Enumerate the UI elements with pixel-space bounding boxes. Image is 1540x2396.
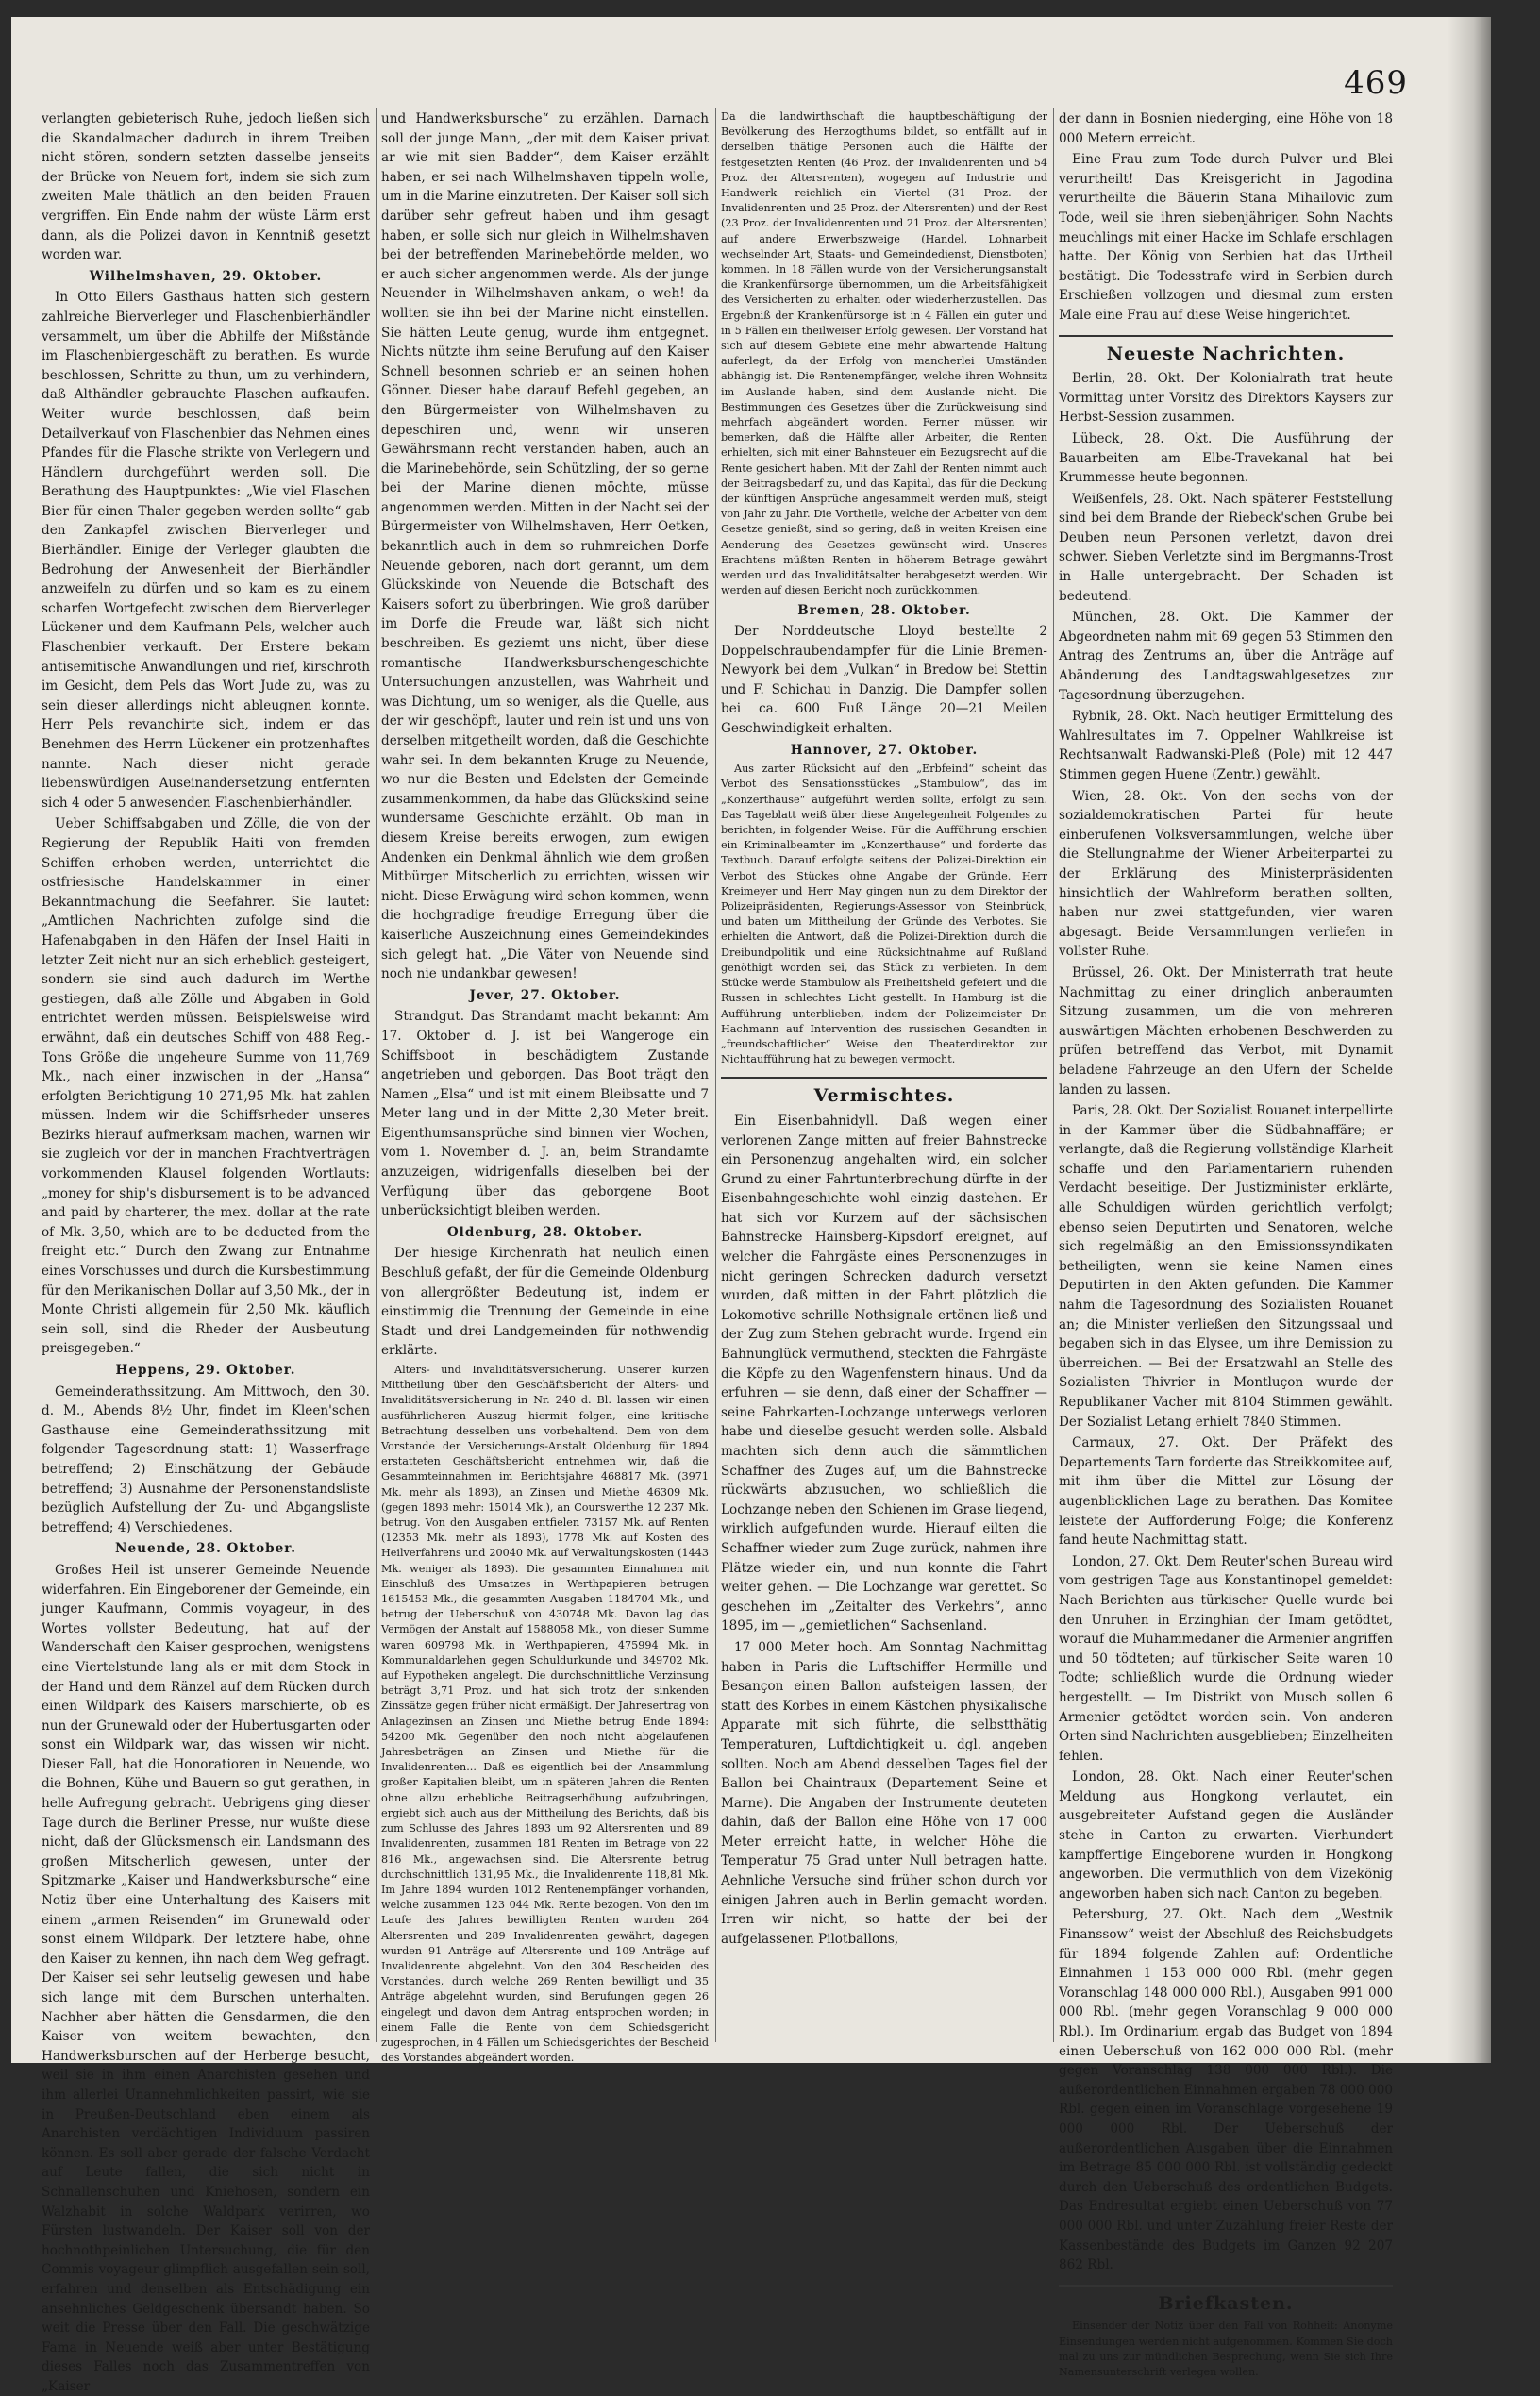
article-text-small: Aus zarter Rücksicht auf den „Erbfeind“ scheint das Verbot des Sensationsstückes „Stambulow“, das im „Konzerthause“ aufgeführt werden sollte, erfolgt zu sein. Das Tageblatt weiß über diese Angelegenheit Folgendes zu berichten, in folgender Weise. Für die Aufführung erschien ein Kriminalbeamter im „Konzerthause“ und forderte das Textbuch. Darauf erfolgte seitens der Polizei-Direktion ein Verbot des Stückes ohne Angabe der Gründe. Herr Kreimeyer und Herr May gingen nun zu dem Direktor der Polizeipräsidenten, Regierungs-Assessor von Steinbrück, und baten um Mittheilung der Gründe des Verbotes. Sie erhielten die Antwort, daß die Polizei-Direktion durch die Dreibundpolitik und eine Rücksichtnahme auf Rußland genöthigt worden sei, das Stück zu verbieten. In dem Stücke werde Stambulow als Freiheitsheld gefeiert und die Russen in schlechtes Licht gestellt. In Hamburg ist die Aufführung unterblieben, indem der Polizeimeister Dr. Hachmann auf Intervention des russischen Gesandten in „freundschaftlicher“ Weise den Theaterdirektor zur Nichtaufführung hat zu bewegen vermocht. [721, 762, 1047, 1066]
dateline: Neuende, 28. Oktober. [115, 1541, 296, 1557]
page-edge-shadow [1448, 17, 1491, 2063]
page-number: 469 [1344, 64, 1408, 102]
news-item: München, 28. Okt. Die Kammer der Abgeordneten nahm mit 69 gegen 53 Stimmen den Antrag des Zentrums an, über die Anträge auf Abänderung des Landtagswahlgesetzes zur Tagesordnung überzugehen. [1059, 610, 1393, 703]
article-text: 17 000 Meter hoch. Am Sonntag Nachmittag haben in Paris die Luftschiffer Hermille und Besançon einen Ballon aufsteigen lassen, der statt des Korbes in einem Kästchen physikalische Apparate mit sich führte, die selbstthätig Temperaturen, Luftdichtigkeit u. dgl. angeben sollten. Noch am Abend desselben Tages fiel der Ballon bei Chaintraux (Departement Seine et Marne). Die Angaben der Instrumente deuteten dahin, daß der Ballon eine Höhe von 17 000 Meter erreicht hatte, in welcher Höhe die Temperatur 75 Grad unter Null betragen hatte. Aehnliche Versuche sind früher schon durch vor einigen Jahren auch in Berlin gemacht worden. Irren wir nicht, so hatte der bei der aufgelassenen Pilotballons, [721, 1639, 1047, 1947]
news-item: Berlin, 28. Okt. Der Kolonialrath trat heute Vormittag unter Vorsitz des Direktors Kaysers zur Herbst-Session zusammen. [1059, 371, 1393, 426]
article-text: verlangten gebieterisch Ruhe, jedoch ließen sich die Skandalmacher dadurch in ihrem Treiben nicht stören, sondern setzten dasselbe jenseits der Brücke von Neuem fort, indem sie sich zum zweiten Male thätlich an den beiden Frauen vergriffen. Ein Ende nahm der wüste Lärm erst dann, als die Polizei davon in Kenntniß gesetzt worden war. [42, 111, 370, 263]
column-rule [715, 108, 716, 2042]
dateline: Oldenburg, 28. Oktober. [446, 1224, 644, 1240]
article-text: und Handwerksbursche“ zu erzählen. Darnach soll der junge Mann, „der mit dem Kaiser privat ar wie mit sien Badder“, dem Kaiser erzählt haben, er sei nach Wilhelmshaven tippeln wolle, um in die Marine einzutreten. Der Kaiser soll sich darüber sehr gefreut haben und ihm gesagt haben, er solle sich nur gleich in Wilhelmshaven bei der betreffenden Marinebehörde melden, wo er auch sicher angenommen werde. Als der junge Neuender in Wilhelmshaven ankam, o weh! da wollten sie ihn bei der Marine nicht einstellen. Sie hätten Leute genug, wurde ihm entgegnet. Nichts nützte ihm seine Berufung auf den Kaiser Schnell besonnen schrieb er an seinen hohen Gönner. Dieser habe darauf Befehl gegeben, an den Bürgermeister von Wilhelmshaven zu depeschiren und, wenn wir unseren Gewährsmann recht verstanden haben, auch an die Marinebehörde, sein Schützling, der so gerne bei der Marine dienen möchte, müsse angenommen werden. Mitten in der Nacht sei der Bürgermeister von Wilhelmshaven, Herr Oetken, bekanntlich auch in dem so ruhmreichen Dorfe Neuende geboren, nach dort gerannt, um dem Glückskinde von Neuende die Botschaft des Kaisers sofort zu überbringen. Wie groß darüber im Dorfe die Freude war, läßt sich nicht beschreiben. Es geziemt uns nicht, über diese romantische Handwerksburschengeschichte Untersuchungen anzustellen, was Wahrheit und was Dichtung, um so weniger, als die Quelle, aus der wir geschöpft, lauter und rein ist und uns von derselben mitgetheilt worden, daß die Geschichte wahr sei. In dem bekannten Kruge zu Neuende, wo nur die Besten und Edelsten der Gemeinde zusammenkommen, da habe das Glückskind seine wundersame Geschichte erzählt. Ob man in diesem Kreise bereits erwogen, zum ewigen Andenken ein Denkmal ähnlich wie dem großen Mitbürger Mitscherlich zu errichten, wissen wir nicht. Diese Erwägung wird schon kommen, wenn die hochgradige freudige Erregung über die kaiserliche Auszeichnung eines Gemeindekindes sich gelegt hat. „Die Väter von Neuende sind noch nie undankbar gewesen! [381, 111, 709, 982]
article-text: Der Norddeutsche Lloyd bestellte 2 Doppelschraubendampfer für die Linie Bremen-Newyork bei dem „Vulkan“ in Bredow bei Stettin und F. Schichau in Danzig. Die Dampfer sollen bei ca. 600 Fuß Länge 20—21 Meilen Geschwindigkeit erhalten. [721, 624, 1047, 737]
column-2 [381, 109, 709, 2065]
article-text: Der hiesige Kirchenrath hat neulich einen Beschluß gefaßt, der für die Gemeinde Oldenburg von allergrößter Bedeutung ist, indem er einstimmig die Trennung der Gemeinde in eine Stadt- und drei Landgemeinden für nothwendig erklärte. [381, 1246, 709, 1359]
article-text: Gemeinderathssitzung. Am Mittwoch, den 30. d. M., Abends 8½ Uhr, findet im Kleen'schen Gasthause eine Gemeinderathssitzung mit folgender Tagesordnung statt: 1) Wasserfrage betreffend; 2) Einschätzung der Gebäude betreffend; 3) Ausnahme der Personenstandsliste bezüglich Aufstellung der Zu- und Abgangsliste betreffend; 4) Verschiedenes. [42, 1383, 370, 1535]
article-text: Ueber Schiffsabgaben und Zölle, die von der Regierung der Republik Haiti von fremden Schiffen erhoben werden, unterrichtet die ostfriesische Handelskammer in einer Bekanntmachung die Seefahrer. Sie lautet: „Amtlichen Nachrichten zufolge sind die Hafenabgaben in den Häfen der Insel Haiti in letzter Zeit nicht nur an sich erheblich gesteigert, sondern sie sind auch dadurch im Werthe gestiegen, daß alle Zölle und Abgaben in Gold entrichtet werden müssen. Beispielsweise wird erwähnt, daß ein deutsches Schiff von 488 Reg.-Tons Größe die ungeheure Summe von 11,769 Mk., nach einer inzwischen in der „Hansa“ erfolgten Berichtigung 10 271,95 Mk. hat zahlen müssen. Indem wir die Schiffsrheder unseres Bezirks hierauf aufmerksam machen, warnen wir sie zugleich vor der in manchen Frachtverträgen vorkommenden Klausel folgenden Wortlauts: „money for ship's disbursement is to be advanced and paid by charterer, the mex. dollar at the rate of Mk. 3,50, which are to be deducted from the freight etc.“ Durch den Zwang zur Entnahme eines Vorschusses und durch die Kursbestimmung für den Merikanischen Dollar auf 3,50 Mk., der in Monte Christi allgemein für 2,50 Mk. käuflich sein soll, sind die Rheder der Ausbeutung preisgegeben.“ [42, 816, 370, 1357]
article-text: Strandgut. Das Strandamt macht bekannt: Am 17. Oktober d. J. ist bei Wangeroge ein Schiffsboot in beschädigtem Zustande angetrieben und geborgen. Das Boot trägt den Namen „Elsa“ und ist mit einem Bleibsatte und 7 Meter lang und in der Mitte 2,30 Meter breit. Eigenthumsansprüche sind binnen vier Wochen, vom 1. November d. J. an, beim Strandamte anzuzeigen, widrigenfalls dieselben bei der Verfügung über das geborgene Boot unberücksichtigt bleiben werden. [381, 1009, 709, 1219]
section-heading: Neueste Nachrichten. [1059, 335, 1393, 364]
article-text: der dann in Bosnien niederging, eine Höhe von 18 000 Metern erreicht. [1059, 111, 1393, 146]
column-4 [1059, 109, 1393, 2378]
news-item: London, 28. Okt. Nach einer Reuter'schen Meldung aus Hongkong verlautet, ein ausgebreiteter Aufstand gegen die Ausländer stehe in Canton zu erwarten. Vierhundert kampffertige Eingeborene wurden in Hongkong angeworben. Die vermuthlich von dem Vizekönig angeworben haben sich nach Canton zu begeben. [1059, 1769, 1393, 1902]
news-item: Paris, 28. Okt. Der Sozialist Rouanet interpellirte in der Kammer über die Südbahnaffäre; er verlangte, daß die Regierung vollständige Klarheit schaffe und den Parlamentariern ruhenden Verdacht beseitige. Der Justizminister erklärte, alle Schuldigen würden gerichtlich verfolgt; ebenso seien Deputirten und Senatoren, welche sich regelmäßig an den Emissionssyndikaten betheiligten, wenn sie keine Namen eines Deputirten in den Akten gefunden. Die Kammer nahm die Tagesordnung des Sozialisten Rouanet an; die Minister verließen den Sitzungssaal und begaben sich in das Elysee, um ihre Demission zu überreichen. — Bei der Ersatzwahl an Stelle des Sozialisten Thivrier in Montluçon wurde der Republikaner Vacher mit 8104 Stimmen gewählt. Der Sozialist Letang erhielt 7840 Stimmen. [1059, 1103, 1393, 1430]
article-text: Großes Heil ist unserer Gemeinde Neuende widerfahren. Ein Eingeborener der Gemeinde, ein junger Kaufmann, Commis voyageur, in des Wortes vollster Bedeutung, hat auf der Wanderschaft den Kaiser gesprochen, wenigstens eine Viertelstunde lang als er mit dem Stock in der Hand und dem Ränzel auf dem Rücken durch einen Wildpark des Kaisers marschierte, ob es nun der Grunewald oder der Hubertusgarten oder sonst ein Wildpark war, das wissen wir nicht. Dieser Fall, hat die Honoratioren in Neuende, wo die Bohnen, Kühe und Bauern so gut gerathen, in helle Aufregung gebracht. Uebrigens ging dieser Tage durch die Berliner Presse, nur wußte diese nicht, daß der Glücksmensch ein Landsmann des großen Mitscherlich gewesen, unter der Spitzmarke „Kaiser und Handwerksbursche“ eine Notiz über eine Unterhaltung des Kaisers mit einem „armen Reisenden“ im Grunewald oder sonst einem Wildpark. Der letztere habe, ohne den Kaiser zu kennen, ihn nach dem Weg gefragt. Der Kaiser sei sehr leutselig gewesen und habe sich lange mit dem Burschen unterhalten. Nachher aber hätten die Gensdarmen, die den Kaiser von weitem bewachten, den Handwerksburschen auf der Herberge besucht, weil sie in ihm einen Anarchisten gesehen und ihm allerlei Unannehmlichkeiten passirt, wie sie in Preußen-Deutschland eben einem als Anarchisten verdächtigen Individuum passiren können. Es soll aber gerade der falsche Verdacht auf Leute fallen, die sich nicht in Schnallenschuhen und Kniehosen, sondern ein Walzhabit in solche Waldpark verirren, wo Fürsten lustwandeln. Der Kaiser soll von der hochnothpeinlichen Untersuchung, die für den Commis voyageur glimpflich ausgefallen sein soll, erfahren und denselben als Entschädigung ein ansehnliches Geldgeschenk übersandt haben. So weit die Presse über den Fall. Die geschwätzige Fama in Neuende weiß aber unter Bestätigung dieses Falles noch das Zusammentreffen von „Kaiser [42, 1562, 370, 2394]
dateline: Hannover, 27. Oktober. [790, 742, 979, 758]
article-text: Ein Eisenbahnidyll. Daß wegen einer verlorenen Zange mitten auf freier Bahnstrecke ein Personenzug angehalten wird, ein solcher Grund zu einer Fahrtunterbrechung dürfte in der Eisenbahngeschichte wohl einzig dastehen. Er hat sich vor Kurzem auf der sächsischen Bahnstrecke Hainsberg-Kipsdorf ereignet, auf welcher die Fahrgäste eines Personenzuges in nicht geringen Schrecken dadurch versetzt wurden, daß mitten in der Fahrt plötzlich die Lokomotive schrille Nothsignale ertönen ließ und der Zug zum Stehen gebracht wurde. Irgend ein Bahnunglück vermuthend, steckten die Fahrgäste die Köpfe zu den Wagenfenstern hinaus. Und da erfuhren — sie denn, daß einer der Schaffner — seine Fahrkarten-Lochzange unterwegs verloren habe und dieselbe gesucht werden solle. Alsbald machten sich denn auch die sämmtlichen Schaffner des Zuges auf, um die Bahnstrecke rückwärts abzusuchen, wo schließlich die Lochzange neben den Schienen im Grase liegend, wirklich aufgefunden wurde. Hierauf eilten die Schaffner wieder zum Zuge zurück, nahmen ihre Plätze wieder ein, und nun konnte die Fahrt weiter gehen. — Die Lochzange war gerettet. So geschehen im „Zeitalter des Verkehrs“, anno 1895, im — „gemietlichen“ Sachsenland. [721, 1113, 1047, 1634]
article-text-small: Alters- und Invaliditätsversicherung. Unserer kurzen Mittheilung über den Geschäftsbericht der Alters- und Invaliditätsversicherung in Nr. 240 d. Bl. lassen wir einen ausführlicheren Auszug hiermit folgen, eine kritische Betrachtung desselben uns vorbehaltend. Dem von dem Vorstande der Versicherungs-Anstalt Oldenburg für 1894 erstatteten Geschäftsbericht entnehmen wir, daß die Gesammteinnahmen im Berichtsjahre 468817 Mk. (3971 Mk. mehr als 1893), an Zinsen und Miethe 46309 Mk. (gegen 1893 mehr: 15014 Mk.), an Courswerthe 12 237 Mk. betrug. Von den Ausgaben entfielen 73157 Mk. auf Renten (12353 Mk. mehr als 1893), 1778 Mk. auf Kosten des Heilverfahrens und 20040 Mk. auf Verwaltungskosten (1443 Mk. weniger als 1893). Die gesammten Einnahmen mit Einschluß des Umsatzes in Werthpapieren betrugen 1615453 Mk., die gesammten Ausgaben 1184704 Mk., und betrug der Ueberschuß von 430748 Mk. Davon lag das Vermögen der Anstalt auf 1588058 Mk., von dieser Summe waren 609798 Mk. in Werthpapieren, 475994 Mk. in Kommunaldarlehen gegen Schuldurkunde und 349702 Mk. auf Hypotheken angelegt. Die durchschnittliche Verzinsung beträgt 3,71 Proz. und hat sich trotz der sinkenden Zinssätze gegen früher nicht ermäßigt. Der Jahresertrag von Anlagezinsen an Zinsen und Miethe betrug Ende 1894: 54200 Mk. Gegenüber den noch nicht abgelaufenen Jahresbeträgen an Zinsen und Miethe für die Invalidenrenten... Daß es eigentlich bei der Ansammlung großer Kapitalien bleibt, um in späteren Jahren die Renten ohne allzu erhebliche Beitragserhöhung aufzubringen, ergiebt sich auch aus der Mittheilung des Berichts, daß bis zum Schlusse des Jahres 1893 um 92 Altersrenten und 89 Invalidenrenten, zusammen 181 Renten im Betrage von 22 816 Mk., angewachsen sind. Die Altersrente betrug durchschnittlich 131,95 Mk., die Invalidenrente 118,81 Mk. Im Jahre 1894 wurden 1012 Rentenempfänger vorhanden, welche zusammen 123 044 Mk. Rente bezogen. Von den im Laufe des Jahres bewilligten Renten wurden 264 Altersrenten und 289 Invalidenrenten gewährt, dagegen wurden 91 Anträge auf Altersrente und 109 Anträge auf Invalidenrente abgelehnt. Von den 304 Bescheiden des Vorstandes, durch welche 269 Renten bewilligt und 35 Anträge abgelehnt wurden, sind Berufungen gegen 26 eingelegt und davon dem Antrag entsprochen worden; in einem Falle die Rente von dem Schiedsgericht zugesprochen, in 4 Fällen um Schiedsgerichtes der Bescheid des Vorstandes abgeändert worden. [381, 1364, 709, 2065]
article-text: In Otto Eilers Gasthaus hatten sich gestern zahlreiche Bierverleger und Flaschenbierhändler versammelt, um über die Abhilfe der Mißstände im Flaschenbiergeschäft zu berathen. Es wurde beschlossen, Schritte zu thun, um zu verhindern, daß Althändler gebrauchte Flaschen aufkaufen. Weiter wurde beschlossen, daß beim Detailverkauf von Flaschenbier das Nehmen eines Pfandes für die Flasche strikte von Verlegern und Händlern durchgeführt werden soll. Die Berathung des Hauptpunktes: „Wie viel Flaschen Bier für einen Thaler gegeben werden sollte“ gab den Zankapfel zwischen Bierverleger und Bierhändler. Einige der Verleger glaubten die Bedrohung der Anwesenheit der Bierhändler anzweifeln zu dürfen und so kam es zu einem scharfen Wortgefecht zwischen dem Bierverleger Lückener und dem Kaufmann Pels, welcher auch Flaschenbier verkauft. Der Erstere bekam antisemitische Anwandlungen und rief, kirschroth im Gesicht, dem Pels das Wort Jude zu, was zu sein dieser allerdings nicht ableugnen konnte. Herr Pels revanchirte sich, indem er das Benehmen des Herrn Lückener ein protzenhaftes nannte. Nach dieser nicht gerade liebenswürdigen Auseinandersetzung entfernten sich 4 oder 5 anwesenden Flaschenbierhändler. [42, 290, 370, 811]
news-item: Brüssel, 26. Okt. Der Ministerrath trat heute Nachmittag zu einer dringlich anberaumten Sitzung zusammen, um die von mehreren auswärtigen Mächten erhobenen Beschwerden zu prüfen betreffend das Verbot, mit Dynamit beladene Fahrzeuge an den Ufern der Schelde landen zu lassen. [1059, 964, 1393, 1097]
column-rule [376, 108, 377, 2042]
dateline: Bremen, 28. Oktober. [797, 602, 971, 618]
column-rule [1053, 108, 1054, 2042]
briefkasten-text: Einsender der Notiz über den Fall von Rohheit: Anonyme Einsendungen werden nicht aufgenommen. Kommen Sie doch mal zu uns zur mündlichen Besprechung, wenn Sie sich Ihre Namensunterschrift verlegen wollen. [1059, 2320, 1393, 2378]
dateline: Heppens, 29. Oktober. [115, 1363, 296, 1378]
column-3 [721, 109, 1047, 2035]
dateline: Jever, 27. Oktober. [469, 987, 621, 1003]
news-item: Weißenfels, 28. Okt. Nach späterer Feststellung sind bei dem Brande der Riebeck'schen Grube bei Deuben neun Personen verletzt, davon drei schwer. Sieben Verletzte sind im Bergmanns-Trost in Halle untergebracht. Der Schaden ist bedeutend. [1059, 491, 1393, 604]
news-item: Lübeck, 28. Okt. Die Ausführung der Bauarbeiten am Elbe-Travekanal hat bei Krummesse heute begonnen. [1059, 430, 1393, 486]
news-item: Carmaux, 27. Okt. Der Präfekt des Departements Tarn forderte das Streikkomitee auf, mit ihm über die Mittel zur Lösung der augenblicklichen Lage zu berathen. Das Komitee leistete der Aufforderung Folge; die Konferenz fand heute Nachmittag statt. [1059, 1435, 1393, 1549]
newspaper-page [11, 17, 1491, 2394]
article-text-small: Da die landwirthschaft die hauptbeschäftigung der Bevölkerung des Herzogthums bildet, so entfällt auf in derselben thätige Personen auch die Hälfte der festgesetzten Renten (46 Proz. der Invalidenrenten und 54 Proz. der Altersrenten), wogegen auf Industrie und Handwerk reichlich ein Viertel (31 Proz. der Invalidenrenten und 25 Proz. der Altersrenten) und der Rest (23 Proz. der Invalidenrenten und 21 Proz. der Altersrenten) auf andere Erwerbszweige (Handel, Lohnarbeit wechselnder Art, Staats- und Gemeindedienst, Dienstboten) kommen. In 18 Fällen wurde von der Versicherungsanstalt die Krankenfürsorge übernommen, um die Arbeitsfähigkeit des Versicherten zu erhalten oder wiederherzustellen. Das Ergebniß der Krankenfürsorge ist in 4 Fällen ein guter und in 5 Fällen ein theilweiser Erfolg gewesen. Der Vorstand hat sich auf diesem Gebiete eine mehr abwartende Haltung auferlegt, da der Erfolg von mancherlei Umständen abhängig ist. Die Rentenempfänger, welche ihren Wohnsitz im Auslande haben, sind dem Auslande nicht. Die Bestimmungen des Gesetzes über die Zurückweisung sind mehrfach abgeändert worden. Ferner müssen wir bemerken, daß die Hälfte aller Arbeiter, die Renten erhielten, sich mit einer Bahnsteuer ein Bezugsrecht auf die Rente gesichert haben. Mit der Zahl der Renten nimmt auch der Beitragsbedarf zu, und das Kapital, das für die Deckung der künftigen Ansprüche angesammelt werden muß, steigt von Jahr zu Jahr. Die Vortheile, welche der Arbeiter von dem Gesetze genießt, sind so gering, daß in weiten Kreisen eine Aenderung des Gesetzes gewünscht wird. Unseres Erachtens müßten Renten in höherem Betrage gewährt werden und das Invaliditätsalter herabgesetzt werden. Wir werden auf diesen Bericht noch zurückkommen. [721, 110, 1047, 597]
column-1 [42, 109, 370, 2394]
dateline: Wilhelmshaven, 29. Oktober. [89, 268, 323, 284]
section-heading-briefkasten: Briefkasten. [1059, 2285, 1393, 2314]
article-text: Eine Frau zum Tode durch Pulver und Blei verurtheilt! Das Kreisgericht in Jagodina verurtheilte die Bäuerin Stana Mihailovic zum Tode, weil sie ihren siebenjährigen Sohn Nachts meuchlings mit einer Hacke im Schlafe erschlagen hatte. Der König von Serbien hat das Urtheil bestätigt. Die Todesstrafe wird in Serbien durch Erschießen vollzogen und diesmal zum ersten Male eine Frau auf diese Weise hingerichtet. [1059, 152, 1393, 323]
news-item: Wien, 28. Okt. Von den sechs von der sozialdemokratischen Partei für heute einberufenen Volksversammlungen, welche über die Stellungnahme der Wiener Arbeiterpartei zu der Erklärung des Ministerpräsidenten hinsichtlich der Wahlreform berathen sollten, haben nur zwei stattgefunden, vier waren abgesagt. Beide Versammlungen verliefen in vollster Ruhe. [1059, 788, 1393, 960]
news-item: Petersburg, 27. Okt. Nach dem „Westnik Finanssow“ weist der Abschluß des Reichsbudgets für 1894 folgende Zahlen auf: Ordentliche Einnahmen 1 153 000 000 Rbl. (mehr gegen Voranschlag 148 000 000 Rbl.), Ausgaben 991 000 000 Rbl. (mehr gegen Voranschlag 9 000 000 Rbl.). Im Ordinarium ergab das Budget von 1894 einen Ueberschuß von 162 000 000 Rbl. (mehr gegen Voranschlag 138 000 000 Rbl.). Die außerordentlichen Einnahmen ergaben 78 000 000 Rbl. gegen einen im Voranschlage vorgesehene 19 000 000 Rbl. Der Ueberschuß der außerordentlichen Ausgaben über die Einnahmen im Betrage 85 000 000 Rbl. ist vollständig gedeckt durch den Ueberschuß des ordentlichen Budgets. Das Endresultat ergiebt einen Ueberschuß von 77 000 000 Rbl. und unter Zuzählung freier Reste der Kassenbestände des Budgets im Ganzen 92 207 862 Rbl. [1059, 1907, 1393, 2273]
news-item: London, 27. Okt. Dem Reuter'schen Bureau wird vom gestrigen Tage aus Konstantinopel gemeldet: Nach Berichten aus türkischer Quelle wurde bei den Unruhen in Erzinghian der Imam getödtet, worauf die Muhammedaner die Armenier angriffen und 50 tödteten; auf türkischer Seite waren 10 Todte; schließlich wurde die Ordnung wieder hergestellt. — Im Distrikt von Musch sollen 6 Armenier getödtet worden sein. Von anderen Orten sind Nachrichten ausgeblieben; Einzelheiten fehlen. [1059, 1553, 1393, 1764]
news-item: Rybnik, 28. Okt. Nach heutiger Ermittelung des Wahlresultates im 7. Oppelner Wahlkreise ist Rechtsanwalt Radwanski-Pleß (Pole) mit 12 447 Stimmen gegen Huene (Zentr.) gewählt. [1059, 709, 1393, 782]
section-heading: Vermischtes. [721, 1077, 1047, 1106]
